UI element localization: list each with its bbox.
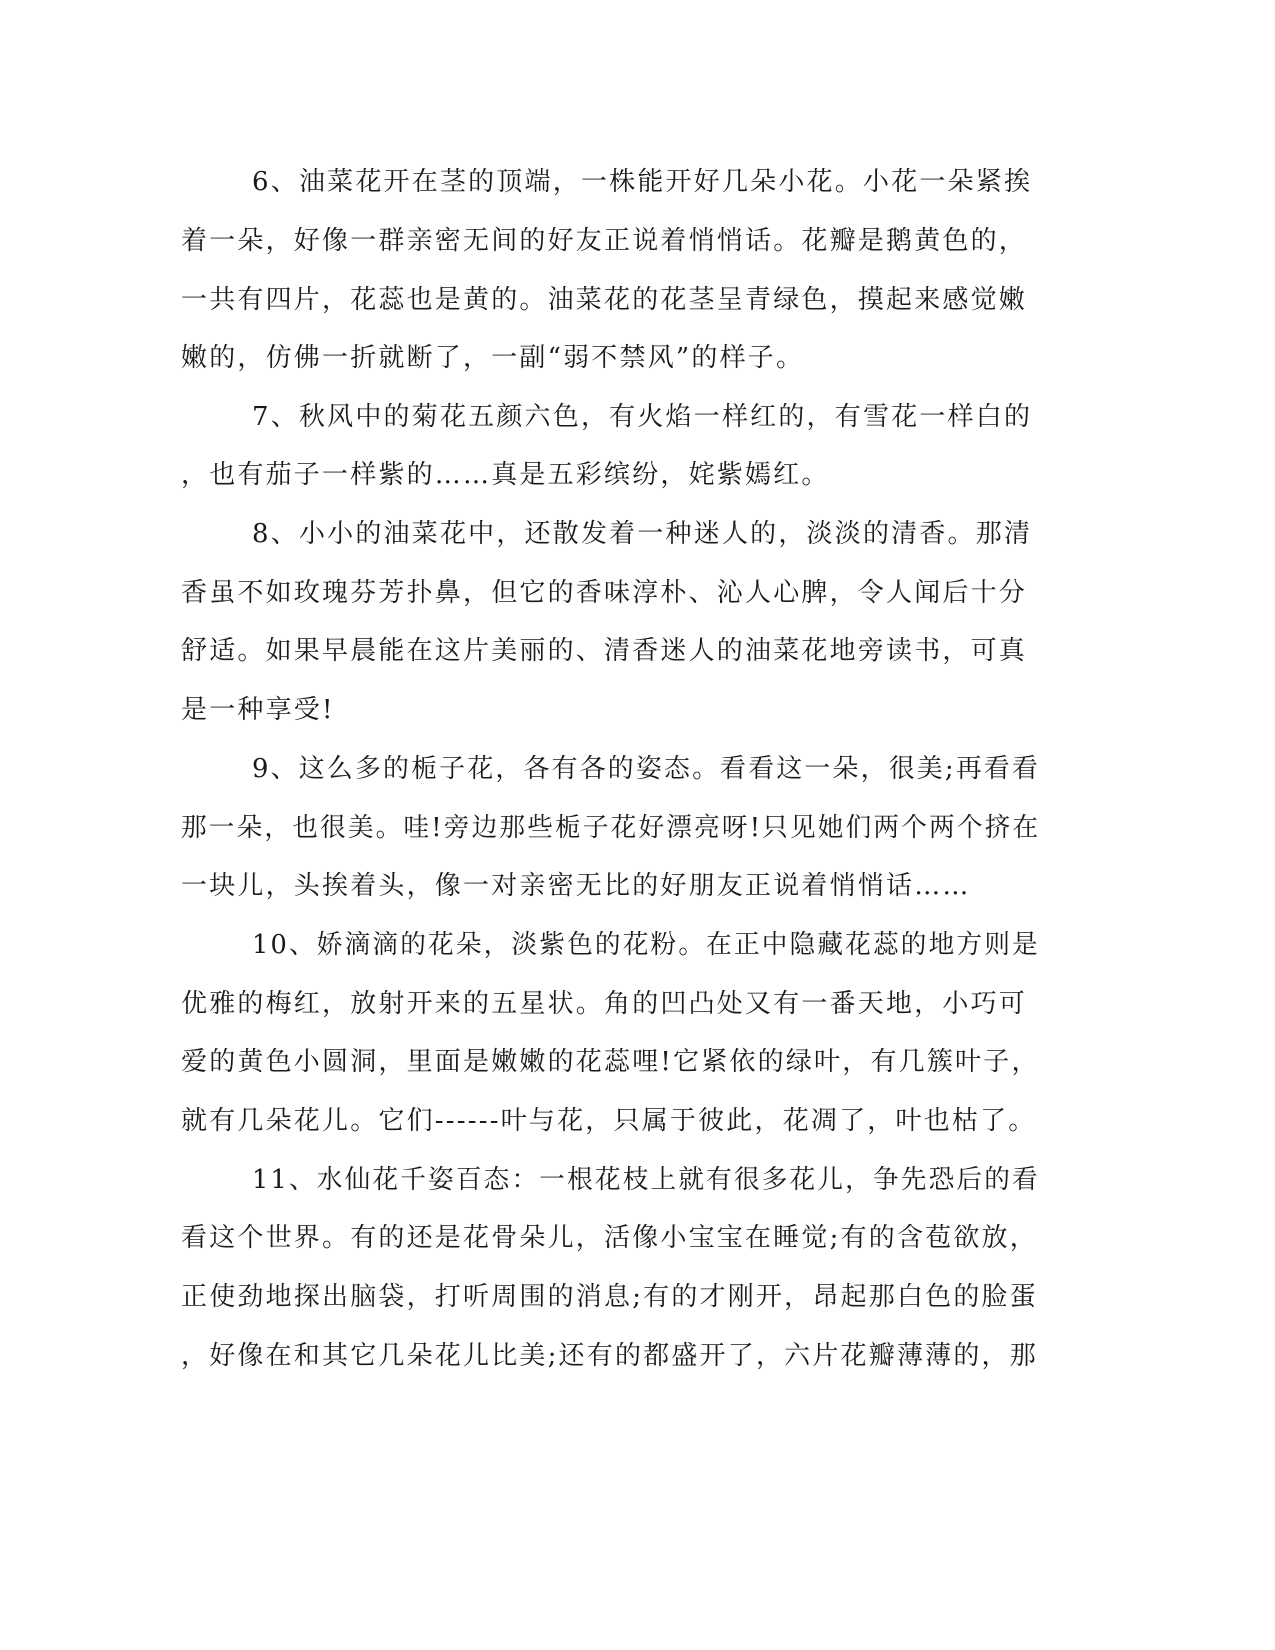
text-line: 爱的黄色小圆洞，里面是嫩嫩的花蕊哩!它紧依的绿叶，有几簇叶子， <box>181 1047 1040 1077</box>
text-line: 6、油菜花开在茎的顶端，一株能开好几朵小花。小花一朵紧挨 <box>252 167 1033 197</box>
text-line: 正使劲地探出脑袋，打听周围的消息;有的才刚开，昂起那白色的脸蛋 <box>181 1282 1038 1312</box>
text-line: 着一朵，好像一群亲密无间的好友正说着悄悄话。花瓣是鹅黄色的， <box>181 226 1028 256</box>
text-line: 舒适。如果早晨能在这片美丽的、清香迷人的油菜花地旁读书，可真 <box>181 636 1028 666</box>
text-line: 10、娇滴滴的花朵，淡紫色的花粉。在正中隐藏花蕊的地方则是 <box>252 930 1040 960</box>
text-line: 香虽不如玫瑰芬芳扑鼻，但它的香味淳朴、沁人心脾，令人闻后十分 <box>181 578 1028 608</box>
text-line: 是一种享受! <box>181 695 335 725</box>
text-line: 就有几朵花儿。它们------叶与花，只属于彼此，花凋了，叶也枯了。 <box>181 1106 1037 1136</box>
text-line: ，好像在和其它几朵花儿比美;还有的都盛开了，六片花瓣薄薄的，那 <box>181 1341 1038 1371</box>
text-line: 优雅的梅红，放射开来的五星状。角的凹凸处又有一番天地，小巧可 <box>181 989 1028 1019</box>
text-line: ，也有茄子一样紫的……真是五彩缤纷，姹紫嫣红。 <box>181 460 830 490</box>
text-line: 11、水仙花千姿百态：一根花枝上就有很多花儿，争先恐后的看 <box>252 1165 1040 1195</box>
text-line: 看这个世界。有的还是花骨朵儿，活像小宝宝在睡觉;有的含苞欲放， <box>181 1223 1038 1253</box>
text-line: 一共有四片，花蕊也是黄的。油菜花的花茎呈青绿色，摸起来感觉嫩 <box>181 285 1028 315</box>
text-line: 一块儿，头挨着头，像一对亲密无比的好朋友正说着悄悄话…… <box>181 871 971 901</box>
text-line: 嫩的，仿佛一折就断了，一副“弱不禁风”的样子。 <box>181 343 805 373</box>
text-line: 8、小小的油菜花中，还散发着一种迷人的，淡淡的清香。那清 <box>252 519 1033 549</box>
text-line: 9、这么多的栀子花，各有各的姿态。看看这一朵，很美;再看看 <box>252 754 1041 784</box>
text-line: 7、秋风中的菊花五颜六色，有火焰一样红的，有雪花一样白的 <box>252 402 1033 432</box>
text-line: 那一朵，也很美。哇!旁边那些栀子花好漂亮呀!只见她们两个两个挤在 <box>181 813 1041 843</box>
